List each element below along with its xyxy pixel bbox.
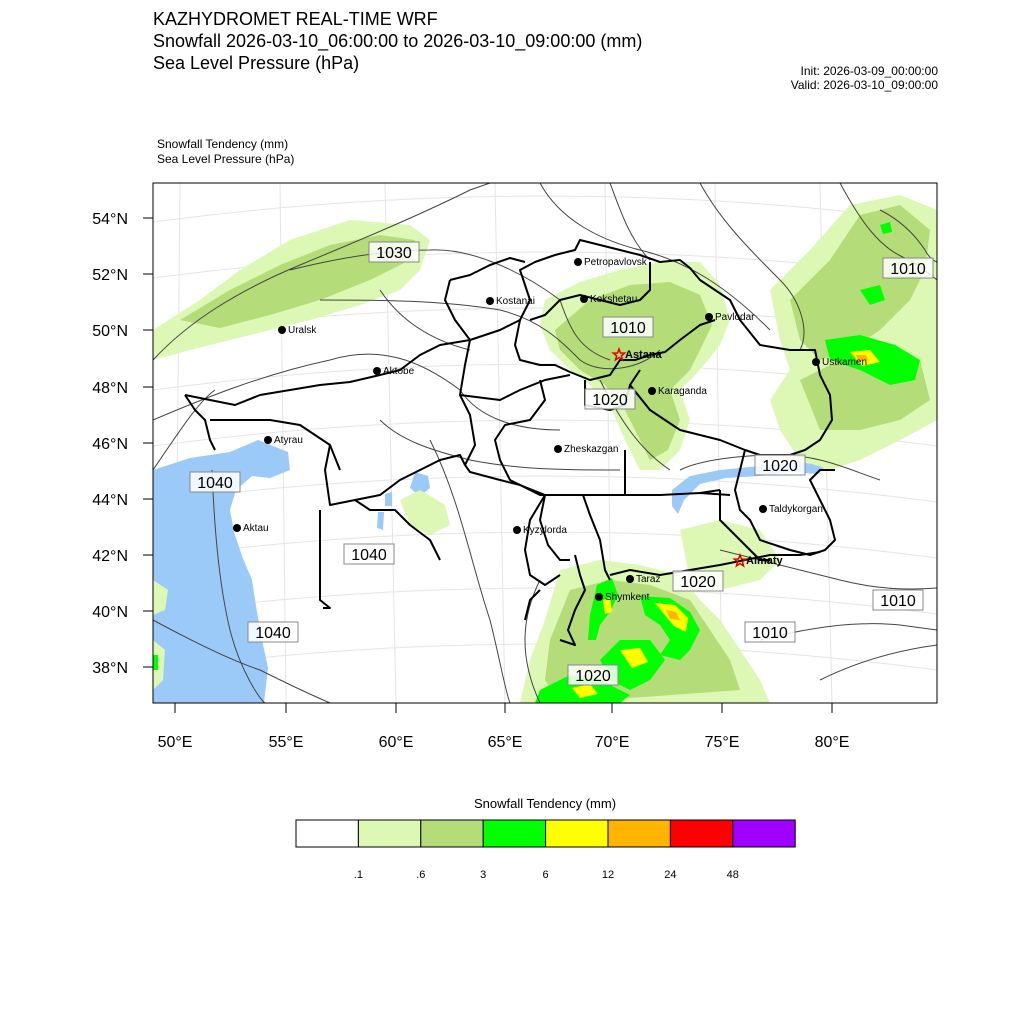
title-overlay: Sea Level Pressure (hPa) — [153, 53, 360, 73]
isobar-label — [745, 622, 795, 642]
lat-label: 46°N — [92, 436, 128, 453]
lon-label: 70°E — [594, 734, 630, 751]
lat-label: 38°N — [92, 660, 128, 677]
city-dot-icon — [373, 367, 381, 375]
legend-threshold-label: 48 — [726, 869, 739, 881]
city-dot-icon — [264, 436, 272, 444]
city-dot-icon — [595, 593, 603, 601]
valid-time: Valid: 2026-03-10_09:00:00 — [790, 78, 938, 92]
isobar-label — [344, 544, 394, 564]
svg-text:1010: 1010 — [610, 320, 646, 337]
isobar-label — [369, 242, 419, 262]
city-dot-icon — [705, 313, 713, 321]
time-info — [791, 64, 938, 92]
svg-text:1010: 1010 — [752, 625, 788, 642]
isobar-label — [568, 665, 618, 685]
legend-threshold-label: 12 — [601, 869, 615, 881]
city-marker — [513, 525, 567, 536]
city-marker — [486, 296, 535, 307]
isobar-label — [883, 258, 933, 278]
init-time: Init: 2026-03-09_00:00:00 — [800, 64, 938, 78]
city-name: Karaganda — [658, 386, 707, 397]
lat-label: 42°N — [92, 548, 128, 565]
lat-label: 44°N — [92, 492, 128, 509]
city-dot-icon — [812, 358, 820, 366]
legend-threshold-label: .1 — [353, 869, 363, 881]
svg-text:1030: 1030 — [376, 245, 412, 262]
city-name: Aktobe — [383, 366, 415, 377]
city-marker — [554, 444, 618, 455]
city-dot-icon — [486, 297, 494, 305]
city-name: Astana — [625, 349, 662, 361]
title-variable: Snowfall 2026-03-10_06:00:00 to 2026-03-10_09:00:00 (mm) — [153, 31, 643, 51]
city-dot-icon — [580, 295, 588, 303]
svg-text:1020: 1020 — [762, 458, 798, 475]
city-dot-icon — [513, 526, 521, 534]
city-dot-icon — [626, 575, 634, 583]
legend-threshold-label: .6 — [416, 869, 426, 881]
city-name: Kostanai — [496, 296, 535, 307]
lat-label: 40°N — [92, 604, 128, 621]
svg-text:1020: 1020 — [592, 392, 628, 409]
isobar-label — [603, 317, 653, 337]
svg-text:1020: 1020 — [680, 574, 716, 591]
isobar-label — [248, 622, 298, 642]
city-name: Atyrau — [274, 435, 303, 446]
legend-title: Snowfall Tendency (mm) — [473, 796, 617, 811]
city-marker — [574, 257, 648, 268]
city-marker — [233, 523, 269, 534]
city-dot-icon — [648, 387, 656, 395]
svg-text:1040: 1040 — [197, 475, 233, 492]
lon-label: 60°E — [378, 734, 414, 751]
svg-text:1010: 1010 — [880, 593, 916, 610]
isobar-label — [755, 455, 805, 475]
svg-text:1010: 1010 — [890, 261, 926, 278]
city-name: Shymkent — [605, 592, 650, 603]
isobar-label — [873, 590, 923, 610]
svg-text:1020: 1020 — [575, 668, 611, 685]
title-model: KAZHYDROMET REAL-TIME WRF — [153, 9, 438, 29]
lat-label: 52°N — [92, 267, 128, 284]
city-dot-icon — [233, 524, 241, 532]
longitude-labels — [158, 734, 850, 751]
city-name: Aktau — [243, 523, 269, 534]
city-name: Taraz — [636, 574, 661, 585]
svg-text:1040: 1040 — [351, 547, 387, 564]
city-marker — [264, 435, 303, 446]
latitude-labels — [92, 211, 128, 677]
city-dot-icon — [574, 258, 582, 266]
city-name: Petropavlovsk — [584, 257, 647, 268]
lat-label: 48°N — [92, 380, 128, 397]
city-dot-icon — [759, 505, 767, 513]
city-dot-icon — [554, 445, 562, 453]
city-name: Uralsk — [288, 325, 317, 336]
lon-label: 80°E — [814, 734, 850, 751]
city-dot-icon — [278, 326, 286, 334]
lat-label: 54°N — [92, 211, 128, 228]
city-marker — [759, 504, 823, 515]
map-title-block — [153, 8, 642, 74]
plot-subtitle — [157, 137, 294, 167]
city-name: Almaty — [746, 555, 783, 567]
subtitle-snowfall: Snowfall Tendency (mm) — [157, 137, 289, 151]
city-name: Kokshetau — [590, 294, 638, 305]
lon-label: 65°E — [487, 734, 523, 751]
svg-text:1040: 1040 — [255, 625, 291, 642]
lon-label: 55°E — [268, 734, 304, 751]
city-name: Ustkamen — [822, 357, 868, 368]
legend-threshold-label: 6 — [542, 869, 549, 881]
city-name: Kyzylorda — [523, 525, 567, 536]
subtitle-pressure: Sea Level Pressure (hPa) — [157, 152, 295, 166]
isobar-label — [190, 472, 240, 492]
city-marker — [278, 325, 317, 336]
city-name: Pavlodar — [715, 312, 755, 323]
lat-label: 50°N — [92, 323, 128, 340]
lon-label: 50°E — [157, 734, 193, 751]
city-name: Zheskazgan — [564, 444, 619, 455]
city-name: Taldykorgan — [769, 504, 823, 515]
isobar-label — [673, 571, 723, 591]
isobar-label — [585, 389, 635, 409]
legend-threshold-label: 3 — [480, 869, 487, 881]
lon-label: 75°E — [704, 734, 740, 751]
legend-threshold-label: 24 — [664, 869, 677, 881]
